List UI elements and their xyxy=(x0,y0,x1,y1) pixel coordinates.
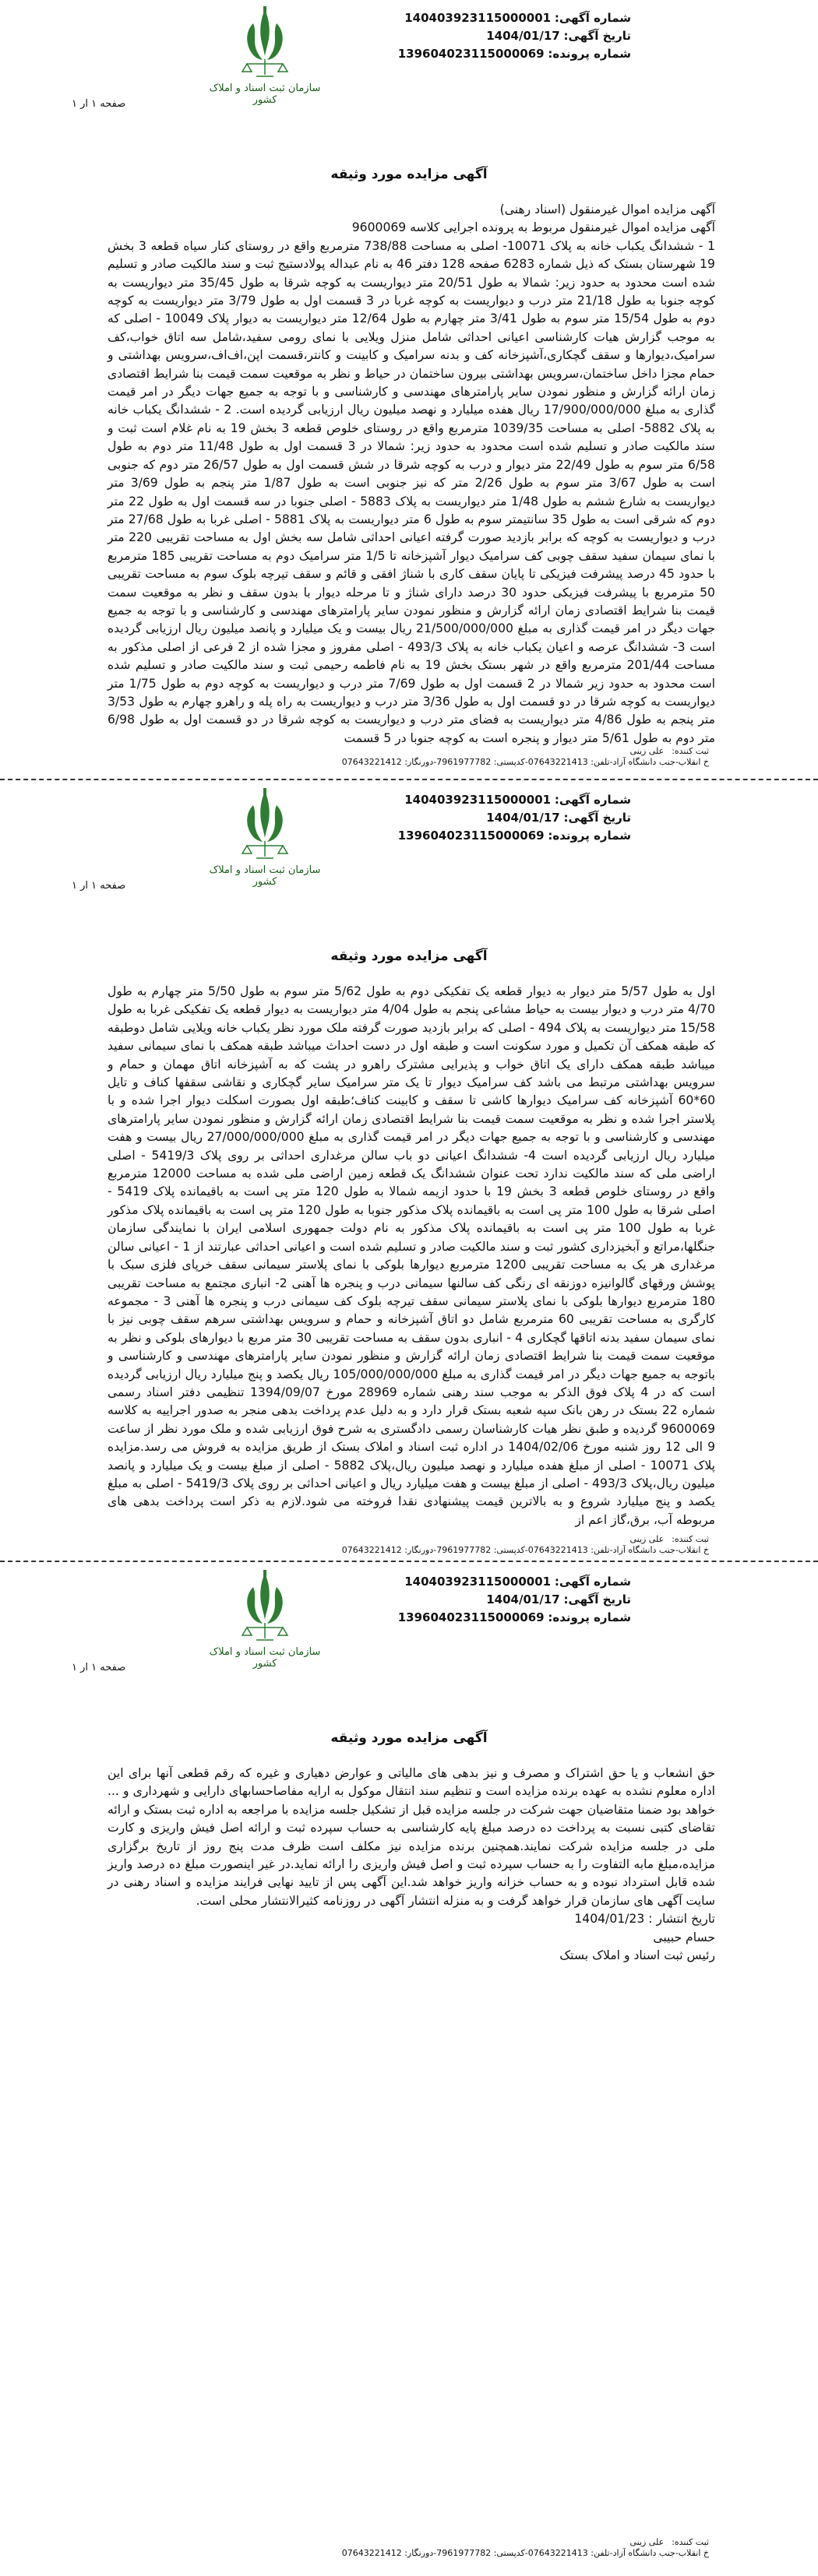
paragraph: حق انشعاب و یا حق اشتراک و مصرف و نیز بدهی های مالیاتی و عوارض دهیاری و غیره که رقم قطعی آنها برای این اداره معلوم نشده به عهده برنده مزایده است و تنظیم سند انتقال موکول به ارایه مفاصاحسابهای دارایی و شهرداری و ... خواهد بود ضمنا متقاضیان جهت شرکت در جلسه مزایده قبل از تشکیل جلسه مزایده با مراجعه به اداره ثبت بستک و ارائه تقاضای کتبی نسبت به پرداخت ده درصد مبلغ پایه کارشناسی به حساب سپرده ثبت و ارائه اصل فیش واریزی و کارت ملی در جلسه مزایده شرکت نمایند.همچنین برنده مزایده نیز مکلف است ظرف مدت پنج روز از تاریخ برگزاری مزایده،مبلغ مابه التفاوت را به حساب سپرده ثبت و اصل فیش واریزی را ارائه نماید.در غیر اینصورت مبلغ ده درصد واریز شده قابل استرداد نبوده و به حساب خزانه واریز خواهد شد.این آگهی پس از تایید نهایی فرایند مزایده و اسناد رهنی در سایت آگهی های سازمان قرار خواهد گرفت و به منزله انتشار آگهی در روزنامه کثیرالانتشار محلی است. xyxy=(108,1766,715,1908)
ad-number: 140403923115000001 xyxy=(404,1575,552,1589)
footer-address: خ انقلاب-جنب دانشگاه آزاد-تلفن: 07643221413-کدپستی: 7961977782-دورنگار: 07643221412 xyxy=(341,757,709,767)
ad-date: 1404/01/17 xyxy=(486,1592,560,1606)
registrar-name: علی زینی xyxy=(629,2537,665,2547)
page-title: آگهی مزایده مورد وثیقه xyxy=(330,1730,488,1746)
registrar-label: ثبت کننده: xyxy=(672,2537,709,2547)
registrar-name: علی زینی xyxy=(629,746,665,756)
emblem xyxy=(199,5,331,106)
iran-emblem-icon xyxy=(238,5,292,79)
file-number-label: شماره پرونده: xyxy=(548,47,631,61)
ad-date-label: تاریخ آگهی: xyxy=(563,1592,631,1606)
paragraph: 1 - ششدانگ یکباب خانه به پلاک 10071- اصلی به مساحت 738/88 مترمربع واقع در روستای کنار سیاه قطعه 3 بخش 19 شهرستان بستک که ذیل شماره 6283 صفحه 128 دفتر 46 به نام عبداله پولادستیج ثبت و سند مالکیت صادر و تسلیم شده است محدود به حدود زیر: شمالا به طول 20/51 متر دیواریست به کوچه شرقا به طول 35/45 متر دیواریست به کوچه جنوبا به طول 21/18 متر درب و دیواریست به کوچه غربا در 3 قسمت اول به طول 3/79 متر دیواریست به کوچه دوم به طول 15/54 متر سوم به طول 3/41 متر چهارم به طول 12/64 متر دیواریست به دیوار پلاک 10049 - اصلی که به موجب گزارش هیات کارشناسی اعیانی احداثی شامل منزل ویلایی با نمای رومی سفید،شامل سه اتاق خواب،کف سرامیک،دیوارها و سقف گچکاری،آشپزخانه کف و بدنه سرامیک و کابینت و کانتر،قسمت اپن،اف‌اف،سرویس بهداشتی و حمام مجزا داخل ساختمان،سرویس بهداشتی بیرون ساختمان در حیاط و نظر به موقعیت سمت قیمت بنا شرایط اقتصادی زمان ارائه گزارش و منظور نمودن سایر پارامترهای مهندسی و کارشناسی و با توجه به جمیع جهات دیگر در امر قیمت گذاری به مبلغ 17/900/000/000 ریال هفده میلیارد و نهصد میلیون ریال ارزیابی گردیده است. 2 - ششدانگ یکباب خانه به پلاک 5882- اصلی به مساحت 1039/35 مترمربع واقع در روستای خلوص قطعه 3 بخش 19 به نام غلام است ثبت و سند مالکیت صادر و تسلیم شده است محدود به حدود زیر: شمالا در 3 قسمت اول به طول 11/48 متر دوم به طول 6/58 متر سوم به طول 22/49 متر دیوار و درب به کوچه شرقا در شش قسمت اول به طول 26/57 متر دوم که جنوبی است به طول 3/67 متر سوم به طول 2/26 متر که نیز جنوبی است به طول 1/87 متر پنجم به طول 3/69 متر دیواریست به شارع ششم به طول 1/48 متر دیواریست به پلاک 5883 - اصلی جنوبا در سه قسمت اول به طول 22 متر دوم که شرقی است به طول 35 سانتیمتر سوم به طول 6 متر دیواریست به پلاک 5881 - اصلی غربا به طول 27/68 متر درب و دیواریست به کوچه که برابر بازدید صورت گرفته اعیانی احداثی شامل سه بخش اول به مساحت تقریبی 220 متر با نمای سیمان سفید سقف چوبی کف سرامیک دیوار آشپزخانه تا 1/5 متر سرامیک دوم به مساحت تقریبی 185 مترمربع با حدود 45 درصد پیشرفت فیزیکی تا پایان سقف کاری با شناژ افقی و قائم و سقف تیرچه بلوک سوم به مساحت تقریبی 50 مترمربع با پیشرفت فیزیکی حدود 30 درصد دارای شناژ و تا مرحله دیوار با بدون سقف و نظر به موقعیت سمت قیمت بنا شرایط اقتصادی زمان ارائه گزارش و منظور نمودن سایر پارامترهای مهندسی و کارشناسی و با توجه به جمیع جهات دیگر در امر قیمت گذاری به مبلغ 21/500/000/000 ریال بیست و یک میلیارد و پانصد میلیون ریال ارزیابی گردیده است 3- ششدانگ عرصه و اعیان یکباب خانه به پلاک 493/3 - اصلی مفروز و مجزا شده از 2 فرعی از اصلی مذکور به مساحت 201/44 مترمربع واقع در شهر بستک بخش 19 به نام فاطمه رحیمی ثبت و سند مالکیت صادر و تسلیم شده است محدود به حدود زیر شمالا در 2 قسمت اول به طول 7/69 متر درب و دیواریست به کوچه دوم به طول 1/75 متر دیواریست به کوچه شرقا در دو قسمت اول به طول 3/36 متر درب و دیواریست به راه پله و راهرو چهارم به طول 3/53 متر پنجم به طول 4/86 متر دیواریست به فضای متر درب و دیواریست به کوچه شرقا در دو قسمت اول به طول 6/98 متر دوم به طول 5/61 متر دیوار و پنجره است به کوچه جنوبا در 5 قسمت xyxy=(108,238,716,745)
ad-number: 140403923115000001 xyxy=(404,11,552,25)
ad-body xyxy=(108,201,715,748)
file-number: 139604023115000069 xyxy=(397,829,545,843)
emblem-caption: سازمان ثبت اسناد و املاک کشور xyxy=(209,1646,321,1670)
iran-emblem-icon xyxy=(238,1568,292,1643)
emblem xyxy=(199,787,331,888)
ad-date-label: تاریخ آگهی: xyxy=(563,811,631,825)
emblem xyxy=(199,1568,331,1670)
page-2 xyxy=(0,782,818,1564)
file-number-label: شماره پرونده: xyxy=(548,1610,631,1624)
ad-number-label: شماره آگهی: xyxy=(554,11,631,25)
emblem-caption: سازمان ثبت اسناد و املاک کشور xyxy=(209,83,321,106)
ad-date-label: تاریخ آگهی: xyxy=(563,29,631,43)
paragraph: آگهی مزایده اموال غیرمنقول (اسناد رهنی) xyxy=(499,202,715,216)
ad-date: 1404/01/17 xyxy=(486,811,560,825)
footer-address: خ انقلاب-جنب دانشگاه آزاد-تلفن: 07643221413-کدپستی: 7961977782-دورنگار: 07643221412 xyxy=(341,2548,709,2558)
footer-address: خ انقلاب-جنب دانشگاه آزاد-تلفن: 07643221413-کدپستی: 7961977782-دورنگار: 07643221412 xyxy=(341,1545,709,1555)
page-1 xyxy=(0,0,818,779)
registrar-label: ثبت کننده: xyxy=(672,1534,709,1544)
paragraph: اول به طول 5/57 متر دیوار به دیوار قطعه یک تفکیکی دوم به طول 5/62 متر سوم به طول 5/50 متر چهارم به طول 4/70 متر درب و دیوار بیست به حیاط مشاعی پنجم به طول 4/04 متر دیواریست به دیوار قطعه یک تفکیکی غربا به طول 15/58 متر دیواریست به پلاک 494 - اصلی که برابر بازدید صورت گرفته ملک مورد نظر یکباب خانه ویلایی شامل دوطبقه که طبقه همکف آن تکمیل و مورد سکونت است و طبقه اول در دست احداث میباشد طبقه همکف با نمای سیمانی سفید میباشد طبقه همکف دارای یک اتاق خواب و پذیرایی مشترک راهرو در پشت که به آشپزخانه اتاق مهمان و حمام و سرویس بهداشتی مرتبط می باشد کف سرامیک دیوار تا یک متر سرامیک سایر گچکاری و نقاشی سقفها کناف و تایل 60*60 آشپزخانه کف سرامیک دیوارها کاشی تا سقف و کابینت کناف؛طبقه اول بصورت اسکلت دیوار اجرا شده و با پلاستر اجرا شده و نظر به موقعیت سمت قیمت بنا شرایط اقتصادی زمان ارائه گزارش و منظور نمودن سایر پارامترهای مهندسی و کارشناسی و با توجه به جمیع جهات دیگر در امر قیمت گذاری به مبلغ 27/000/000/000 ریال بیست و هفت میلیارد ریال ارزیابی گردیده است 4- ششدانگ اعیانی دو باب سالن مرغداری احداثی بر روی پلاک 5419/3 - اصلی اراضی ملی که سند مالکیت ندارد تحت عنوان ششدانگ یک قطعه زمین اراضی ملی شده به مساحت 12000 مترمربع واقع در روستای خلوص قطعه 3 بخش 19 با حدود ازیمه شمالا به طول 120 متر پی است به باقیمانده پلاک 5419 - اصلی شرقا به طول 100 متر پی است به باقیمانده پلاک مذکور جنوبا به طول 120 متر پی است به باقیمانده پلاک مذکور غربا به طول 100 متر پی است به باقیمانده پلاک مذکور به نام دولت جمهوری اسلامی ایران با نمایندگی سازمان جنگلها،مراتع و آبخیزداری کشور ثبت و سند مالکیت صادر و تسلیم شده است و اعیانی احداثی عبارتند از 1 - اعیانی سالن مرغداری هر یک به مساحت تقریبی 1200 مترمربع دیوارها بلوکی با نمای پلاستر سیمانی سقف خرپای فلزی سبک با پوشش ورقهای گالوانیزه دوزنقه ای رنگی کف سالنها سیمانی درب و پنجره ها آهنی 2- انباری مجتمع به مساحت تقریبی 180 مترمربع دیوارها بلوکی با نمای پلاستر سیمانی سقف تیرچه بلوک کف سیمانی درب و پنجره ها آهنی 3 - مجموعه کارگری به مساحت تقریبی 60 مترمربع شامل دو اتاق آشپزخانه و حمام و سرویس بهداشتی سرهم سقف چوبی نیز با نمای سیمان سفید بدنه اتاقها گچکاری 4 - انباری بدون سقف به مساحت تقریبی 30 متر مربع با دیوارهای بلوکی و نظر به موقعیت سمت قیمت بنا شرایط اقتصادی زمان ارائه گزارش و منظور نمودن سایر پارامترهای مهندسی و کارشناسی و باتوجه به جمیع جهات دیگر در امر قیمت گذاری به مبلغ 105/000/000/000 ریال یکصد و پنج میلیارد ریال ارزیابی گردیده است که در 4 پلاک فوق الذکر به موجب سند رهنی شماره 28969 مورخ 1394/09/07 تنظیمی دفتر اسناد رسمی شماره 22 بستک در رهن بانک سپه شعبه بستک قرار دارد و به دلیل عدم پرداخت بدهی منجر به صدور اجراییه به کلاسه 9600069 گردیده و طبق نظر هیات کارشناسان رسمی دادگستری به شرح فوق ارزیابی شده و ملک مورد نظر از ساعت 9 الی 12 روز شنبه مورخ 1404/02/06 در اداره ثبت اسناد و املاک بستک از طریق مزایده به فروش می رسد.مزایده پلاک 10071 - اصلی از مبلغ هفده میلیارد و نهصد میلیون ریال،پلاک 5882 - اصلی از مبلغ بیست و یک میلیارد و پانصد میلیون ریال،پلاک 493/3 - اصلی از مبلغ بیست و هفت میلیارد ریال و اعیانی احداثی بر روی پلاک 5419/3 - اصلی به مبلغ یکصد و پنج میلیارد شروع و به بالاترین قیمت پیشنهادی نقدا فروخته می شود.لازم به ذکر است پرداخت بدهی های مربوطه آب، برق،گاز اعم از xyxy=(108,984,716,1527)
page-separator xyxy=(0,779,818,780)
page-number: صفحه ۱ ار ۱ xyxy=(72,1662,126,1673)
file-number: 139604023115000069 xyxy=(397,1610,545,1624)
publish-date: 1404/01/23 xyxy=(574,1912,645,1927)
publish-date-label: تاریخ انتشار : xyxy=(648,1912,715,1927)
publish-date-line xyxy=(108,1910,715,1928)
page-header xyxy=(0,1564,818,1719)
page-separator xyxy=(0,1561,818,1562)
signer-title: رئیس ثبت اسناد و املاک بستک xyxy=(559,1948,715,1963)
ad-date: 1404/01/17 xyxy=(486,29,560,43)
page-title: آگهی مزایده مورد وثیقه xyxy=(330,948,488,964)
page-header xyxy=(0,782,818,938)
file-number-label: شماره پرونده: xyxy=(548,829,631,843)
ad-meta xyxy=(397,1573,631,1627)
registrar-name: علی زینی xyxy=(629,1534,665,1544)
ad-number-label: شماره آگهی: xyxy=(554,793,631,807)
page-header xyxy=(0,0,818,156)
iran-emblem-icon xyxy=(238,787,292,861)
signer-name: حسام حبیبی xyxy=(653,1930,715,1944)
page-number: صفحه ۱ ار ۱ xyxy=(72,98,126,110)
ad-meta xyxy=(397,791,631,845)
ad-meta xyxy=(397,9,631,63)
page-3 xyxy=(0,1564,818,2576)
page-footer xyxy=(195,2537,709,2559)
ad-body xyxy=(108,983,715,1529)
page-footer xyxy=(195,1534,709,1556)
ad-number-label: شماره آگهی: xyxy=(554,1575,631,1589)
ad-number: 140403923115000001 xyxy=(404,793,552,807)
file-number: 139604023115000069 xyxy=(397,47,545,61)
page-footer xyxy=(195,746,709,768)
page-number: صفحه ۱ ار ۱ xyxy=(72,880,126,892)
ad-body xyxy=(108,1765,715,1965)
page-title: آگهی مزایده مورد وثیقه xyxy=(330,167,488,182)
paragraph: آگهی مزایده اموال غیرمنقول مربوط به پرونده اجرایی کلاسه 9600069 xyxy=(351,220,715,235)
emblem-caption: سازمان ثبت اسناد و املاک کشور xyxy=(209,864,321,888)
registrar-label: ثبت کننده: xyxy=(672,746,709,756)
